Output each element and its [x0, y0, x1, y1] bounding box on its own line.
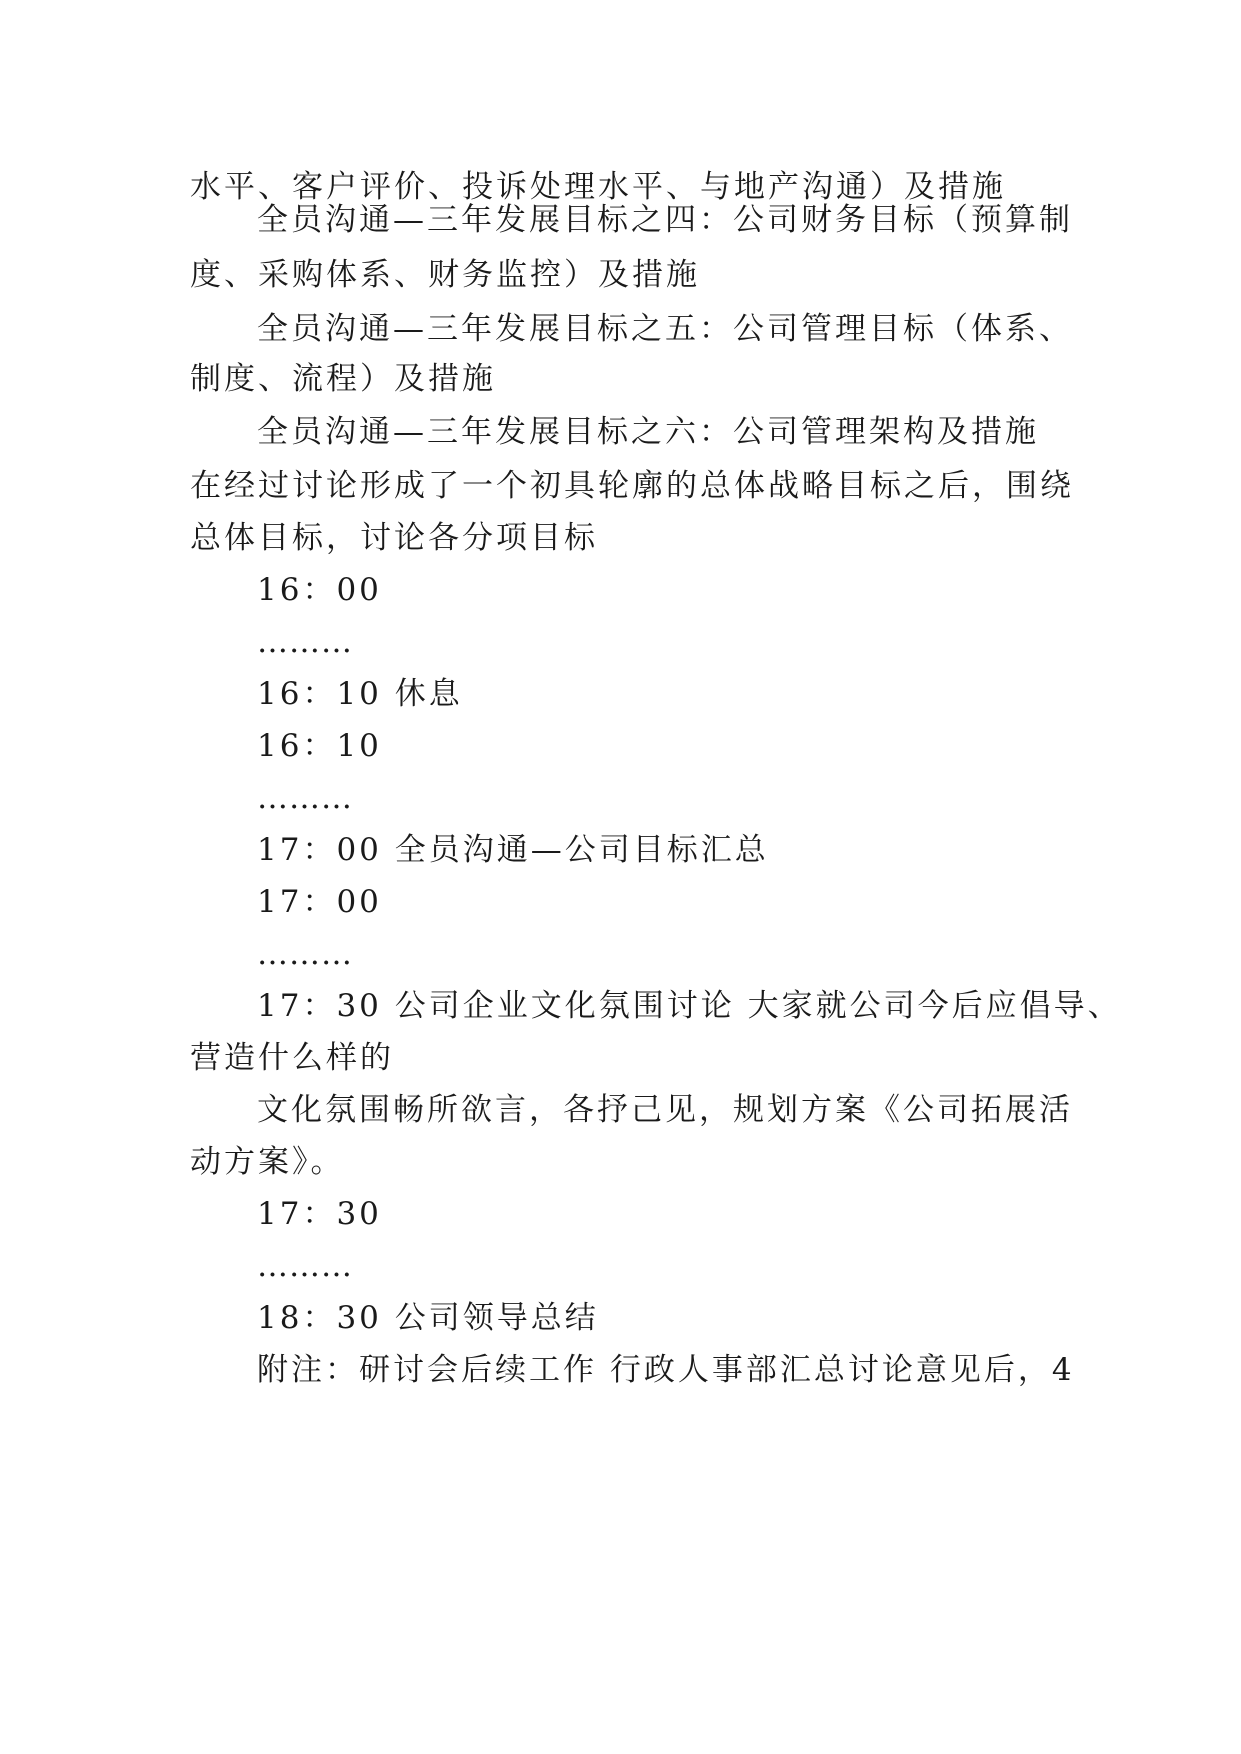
- text-line: 营造什么样的: [190, 1040, 394, 1076]
- text-line: 在经过讨论形成了一个初具轮廓的总体战略目标之后，围绕: [190, 468, 1074, 504]
- ellipsis-line: ………: [257, 780, 353, 816]
- time-line: 17：00: [257, 884, 382, 920]
- time-line: 16：00: [257, 572, 382, 608]
- text-line: 全员沟通—三年发展目标之四：公司财务目标（预算制: [257, 202, 1073, 238]
- time-line: 17：00 全员沟通—公司目标汇总: [257, 832, 769, 868]
- text-line: 全员沟通—三年发展目标之五：公司管理目标（体系、: [257, 311, 1073, 347]
- text-line: 制度、流程）及措施: [190, 361, 496, 397]
- ellipsis-line: ………: [257, 624, 353, 660]
- text-line: 度、采购体系、财务监控）及措施: [190, 257, 700, 293]
- text-line: 水平、客户评价、投诉处理水平、与地产沟通）及措施: [190, 169, 1006, 205]
- text-line: 动方案》。: [190, 1144, 345, 1180]
- time-line: 18：30 公司领导总结: [257, 1300, 599, 1336]
- ellipsis-line: ………: [257, 1248, 353, 1284]
- time-line: 16：10: [257, 728, 382, 764]
- text-line: 附注：研讨会后续工作 行政人事部汇总讨论意见后，4: [257, 1352, 1075, 1388]
- time-line: 16：10 休息: [257, 676, 463, 712]
- time-line: 17：30: [257, 1196, 382, 1232]
- ellipsis-line: ………: [257, 936, 353, 972]
- time-line: 17：30 公司企业文化氛围讨论 大家就公司今后应倡导、: [257, 988, 1122, 1024]
- text-line: 总体目标，讨论各分项目标: [190, 520, 598, 556]
- text-line: 文化氛围畅所欲言，各抒己见，规划方案《公司拓展活: [257, 1092, 1073, 1128]
- text-line: 全员沟通—三年发展目标之六：公司管理架构及措施: [257, 414, 1039, 450]
